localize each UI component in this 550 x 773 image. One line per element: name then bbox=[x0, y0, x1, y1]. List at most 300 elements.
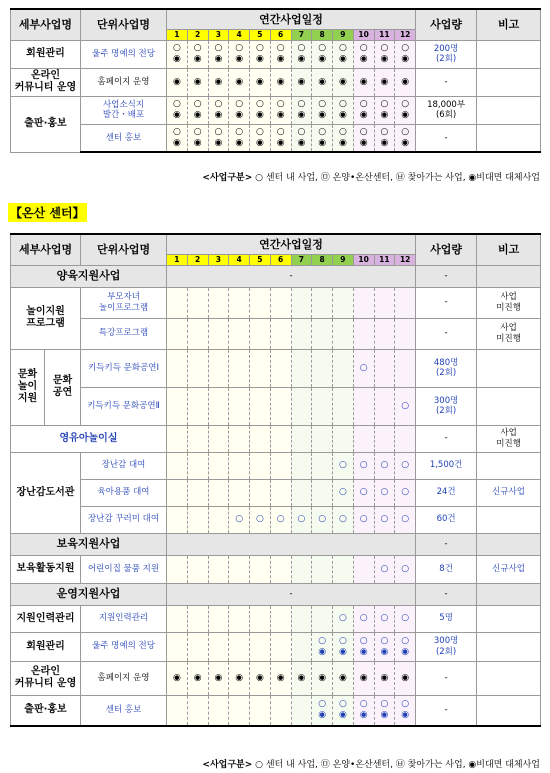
circle-mark: ○ bbox=[318, 126, 327, 137]
circle-mark: ○ bbox=[193, 126, 202, 137]
dual-mark: ◉ bbox=[255, 54, 264, 64]
group-cell: 양육지원사업 bbox=[11, 265, 167, 287]
month-cell bbox=[312, 68, 333, 96]
month-cell bbox=[187, 349, 208, 387]
month-cell bbox=[250, 479, 271, 506]
unit-cell: 장난감 꾸러미 대여 bbox=[81, 506, 167, 533]
month-cell bbox=[270, 695, 291, 726]
month-cell bbox=[374, 605, 395, 632]
circle-mark: ○ bbox=[297, 43, 306, 53]
month-cell bbox=[208, 40, 229, 68]
dual-mark: ◉ bbox=[380, 672, 389, 683]
circle-mark: ○ bbox=[338, 460, 347, 470]
circle-mark: ○ bbox=[401, 460, 410, 470]
month-cell bbox=[353, 479, 374, 506]
circle-mark: ○ bbox=[380, 99, 389, 109]
month-cell bbox=[167, 661, 188, 695]
dual-mark: ◉ bbox=[359, 137, 368, 148]
table-row bbox=[11, 479, 541, 506]
note-cell bbox=[477, 265, 541, 287]
dual-mark: ◉ bbox=[235, 137, 244, 148]
dual-mark: ◉ bbox=[401, 137, 410, 148]
dual-mark: ◉ bbox=[214, 54, 223, 64]
month-cell bbox=[374, 96, 395, 124]
month-cell bbox=[395, 287, 416, 318]
month-cell bbox=[312, 124, 333, 152]
month-cell bbox=[374, 387, 395, 425]
month-cell bbox=[270, 425, 291, 452]
header-unit: 단위사업명 bbox=[81, 9, 167, 40]
month-cell bbox=[208, 287, 229, 318]
unit-cell: 울주 명예의 전당 bbox=[81, 40, 167, 68]
dual-mark: ◉ bbox=[318, 710, 327, 721]
month-header: 9 bbox=[333, 29, 354, 40]
month-cell bbox=[312, 96, 333, 124]
circle-mark: ○ bbox=[401, 699, 410, 710]
table-row bbox=[11, 661, 541, 695]
month-cell bbox=[374, 318, 395, 349]
month-cell bbox=[270, 555, 291, 583]
month-cell bbox=[270, 605, 291, 632]
dual-mark: ◉ bbox=[297, 54, 306, 64]
month-cell bbox=[208, 124, 229, 152]
circle-mark: ○ bbox=[276, 514, 285, 524]
dual-mark: ◉ bbox=[338, 710, 347, 721]
month-cell bbox=[312, 605, 333, 632]
dual-mark: ◉ bbox=[338, 76, 347, 87]
circle-mark: ○ bbox=[193, 43, 202, 53]
month-cell bbox=[250, 124, 271, 152]
table-row bbox=[11, 124, 541, 152]
dual-mark: ◉ bbox=[318, 54, 327, 64]
month-cell bbox=[250, 695, 271, 726]
dual-mark: ◉ bbox=[276, 76, 285, 87]
amount-cell: - bbox=[416, 583, 477, 605]
month-cell bbox=[374, 452, 395, 479]
dual-mark: ◉ bbox=[318, 646, 327, 657]
category-cell: 온라인 커뮤니티 운영 bbox=[11, 661, 81, 695]
month-cell bbox=[353, 40, 374, 68]
circle-mark: ○ bbox=[318, 99, 327, 109]
circle-mark: ○ bbox=[380, 460, 389, 470]
month-cell bbox=[229, 479, 250, 506]
month-cell bbox=[353, 387, 374, 425]
dual-mark: ◉ bbox=[380, 76, 389, 87]
month-cell bbox=[270, 40, 291, 68]
month-cell bbox=[187, 40, 208, 68]
header-note: 비고 bbox=[477, 9, 541, 40]
month-cell bbox=[333, 555, 354, 583]
legend-label: <사업구분> bbox=[202, 173, 253, 183]
month-cell bbox=[208, 425, 229, 452]
dual-mark: ◉ bbox=[214, 137, 223, 148]
circle-mark: ○ bbox=[359, 487, 368, 497]
circle-mark: ○ bbox=[255, 43, 264, 53]
dual-mark: ◉ bbox=[297, 672, 306, 683]
month-cell bbox=[333, 68, 354, 96]
note-cell bbox=[477, 583, 541, 605]
month-cell bbox=[270, 96, 291, 124]
month-cell bbox=[312, 695, 333, 726]
amount-cell: 200명 (2회) bbox=[416, 40, 477, 68]
circle-mark: ○ bbox=[338, 43, 347, 53]
month-cell bbox=[291, 40, 312, 68]
unit-cell: 센터 홍보 bbox=[81, 695, 167, 726]
dual-mark: ◉ bbox=[359, 110, 368, 120]
circle-mark: ○ bbox=[380, 563, 389, 574]
dual-mark: ◉ bbox=[401, 710, 410, 721]
month-cell bbox=[333, 605, 354, 632]
amount-cell: 5명 bbox=[416, 605, 477, 632]
circle-mark: ○ bbox=[338, 635, 347, 646]
amount-cell: - bbox=[416, 68, 477, 96]
category-cell: 회원관리 bbox=[11, 632, 81, 661]
dual-mark: ◉ bbox=[338, 54, 347, 64]
month-cell bbox=[291, 479, 312, 506]
month-cell bbox=[250, 40, 271, 68]
month-cell bbox=[208, 349, 229, 387]
group-cell: 운영지원사업 bbox=[11, 583, 167, 605]
amount-cell: - bbox=[416, 124, 477, 152]
unit-cell: 센터 홍보 bbox=[81, 124, 167, 152]
dual-mark: ◉ bbox=[380, 110, 389, 120]
dual-mark: ◉ bbox=[359, 54, 368, 64]
month-cell bbox=[167, 124, 188, 152]
circle-mark: ○ bbox=[318, 635, 327, 646]
month-cell bbox=[229, 287, 250, 318]
month-cell bbox=[208, 632, 229, 661]
dual-mark: ◉ bbox=[193, 137, 202, 148]
circle-mark: ○ bbox=[297, 514, 306, 524]
month-cell bbox=[187, 695, 208, 726]
month-header: 10 bbox=[353, 254, 374, 265]
month-cell bbox=[270, 318, 291, 349]
month-header: 10 bbox=[353, 29, 374, 40]
schedule-table-1 bbox=[10, 8, 541, 153]
amount-cell: - bbox=[416, 661, 477, 695]
unit-cell: 키득키득 문화공연Ⅰ bbox=[81, 349, 167, 387]
dual-mark: ◉ bbox=[338, 137, 347, 148]
amount-cell: - bbox=[416, 265, 477, 287]
month-cell bbox=[270, 452, 291, 479]
month-cell bbox=[333, 96, 354, 124]
month-cell bbox=[312, 40, 333, 68]
month-cell bbox=[312, 452, 333, 479]
dual-mark: ◉ bbox=[276, 672, 285, 683]
unit-cell: 특강프로그램 bbox=[81, 318, 167, 349]
circle-mark: ○ bbox=[380, 487, 389, 497]
month-cell bbox=[208, 661, 229, 695]
month-cell bbox=[167, 318, 188, 349]
dual-mark: ◉ bbox=[359, 710, 368, 721]
month-cell bbox=[291, 661, 312, 695]
month-cell bbox=[187, 661, 208, 695]
month-cell bbox=[250, 661, 271, 695]
month-cell bbox=[353, 124, 374, 152]
circle-mark: ○ bbox=[401, 613, 410, 623]
month-cell bbox=[208, 387, 229, 425]
amount-cell: 60건 bbox=[416, 506, 477, 533]
unit-cell: 지원인력관리 bbox=[81, 605, 167, 632]
month-cell bbox=[353, 555, 374, 583]
month-cell bbox=[291, 287, 312, 318]
month-header: 7 bbox=[291, 254, 312, 265]
month-header: 2 bbox=[187, 254, 208, 265]
month-cell bbox=[229, 555, 250, 583]
dual-mark: ◉ bbox=[214, 76, 223, 87]
month-cell bbox=[333, 452, 354, 479]
dual-mark: ◉ bbox=[276, 137, 285, 148]
month-cell bbox=[187, 605, 208, 632]
month-cell bbox=[250, 68, 271, 96]
month-cell bbox=[229, 68, 250, 96]
month-header: 3 bbox=[208, 29, 229, 40]
group-cell: 보육지원사업 bbox=[11, 533, 167, 555]
circle-mark: ○ bbox=[338, 613, 347, 623]
dual-mark: ◉ bbox=[193, 54, 202, 64]
month-cell bbox=[333, 349, 354, 387]
month-cell bbox=[374, 68, 395, 96]
month-cell bbox=[312, 318, 333, 349]
circle-mark: ○ bbox=[255, 514, 264, 524]
month-cell bbox=[167, 555, 188, 583]
month-cell bbox=[270, 349, 291, 387]
dual-mark: ◉ bbox=[255, 137, 264, 148]
month-cell bbox=[250, 452, 271, 479]
month-cell bbox=[167, 605, 188, 632]
category-cell: 회원관리 bbox=[11, 40, 81, 68]
month-cell bbox=[208, 318, 229, 349]
category-cell: 보육활동지원 bbox=[11, 555, 81, 583]
month-header: 3 bbox=[208, 254, 229, 265]
note-cell bbox=[477, 40, 541, 68]
month-cell bbox=[333, 40, 354, 68]
circle-mark: ○ bbox=[359, 362, 368, 373]
circle-mark: ○ bbox=[172, 99, 181, 109]
month-cell bbox=[333, 124, 354, 152]
note-cell bbox=[477, 533, 541, 555]
category-cell: 온라인 커뮤니티 운영 bbox=[11, 68, 81, 96]
circle-mark: ○ bbox=[318, 514, 327, 524]
month-cell bbox=[167, 68, 188, 96]
circle-mark: ○ bbox=[380, 43, 389, 53]
header-schedule: 연간사업일정 bbox=[167, 9, 416, 29]
circle-mark: ○ bbox=[255, 126, 264, 137]
month-cell bbox=[395, 40, 416, 68]
month-cell bbox=[312, 387, 333, 425]
month-cell bbox=[208, 695, 229, 726]
circle-mark: ○ bbox=[338, 126, 347, 137]
month-cell bbox=[229, 661, 250, 695]
dual-mark: ◉ bbox=[380, 54, 389, 64]
circle-mark: ○ bbox=[401, 563, 410, 574]
dual-mark: ◉ bbox=[297, 76, 306, 87]
circle-mark: ○ bbox=[318, 43, 327, 53]
month-cell bbox=[333, 506, 354, 533]
unit-cell: 장난감 대여 bbox=[81, 452, 167, 479]
table-row bbox=[11, 287, 541, 318]
circle-mark: ○ bbox=[318, 699, 327, 710]
month-cell bbox=[353, 96, 374, 124]
month-cell bbox=[374, 349, 395, 387]
month-cell bbox=[208, 96, 229, 124]
month-cell bbox=[270, 387, 291, 425]
unit-cell: 사업소식지 발간・배포 bbox=[81, 96, 167, 124]
month-cell bbox=[395, 452, 416, 479]
group-mid-cell: - bbox=[167, 265, 416, 287]
month-header: 6 bbox=[270, 29, 291, 40]
month-header: 11 bbox=[374, 29, 395, 40]
month-cell bbox=[291, 605, 312, 632]
month-cell bbox=[395, 555, 416, 583]
month-cell bbox=[229, 632, 250, 661]
table-row bbox=[11, 583, 541, 605]
month-header: 12 bbox=[395, 29, 416, 40]
note-cell: 신규사업 bbox=[477, 555, 541, 583]
note-cell bbox=[477, 506, 541, 533]
month-cell bbox=[395, 506, 416, 533]
month-cell bbox=[270, 68, 291, 96]
subcategory-cell: 문화 공연 bbox=[45, 349, 81, 425]
month-cell bbox=[167, 632, 188, 661]
circle-mark: ○ bbox=[359, 613, 368, 623]
amount-cell: 300명 (2회) bbox=[416, 632, 477, 661]
month-cell bbox=[208, 68, 229, 96]
month-cell bbox=[374, 479, 395, 506]
circle-mark: ○ bbox=[214, 126, 223, 137]
category-cell: 영유아놀이실 bbox=[11, 425, 167, 452]
month-cell bbox=[353, 425, 374, 452]
month-header: 1 bbox=[167, 29, 188, 40]
month-cell bbox=[374, 555, 395, 583]
dual-mark: ◉ bbox=[172, 672, 181, 683]
header-category: 세부사업명 bbox=[11, 9, 81, 40]
month-header: 12 bbox=[395, 254, 416, 265]
circle-mark: ○ bbox=[401, 514, 410, 524]
legend bbox=[202, 757, 540, 770]
table-row bbox=[11, 695, 541, 726]
circle-mark: ○ bbox=[359, 99, 368, 109]
month-cell bbox=[353, 349, 374, 387]
month-cell bbox=[187, 632, 208, 661]
month-cell bbox=[167, 425, 188, 452]
dual-mark: ◉ bbox=[193, 76, 202, 87]
month-cell bbox=[208, 555, 229, 583]
table-row bbox=[11, 96, 541, 124]
note-cell bbox=[477, 387, 541, 425]
month-cell bbox=[250, 632, 271, 661]
dual-mark: ◉ bbox=[380, 646, 389, 657]
month-cell bbox=[353, 605, 374, 632]
header-unit: 단위사업명 bbox=[81, 234, 167, 265]
circle-mark: ○ bbox=[401, 126, 410, 137]
month-cell bbox=[250, 605, 271, 632]
month-cell bbox=[229, 452, 250, 479]
dual-mark: ◉ bbox=[380, 137, 389, 148]
dual-mark: ◉ bbox=[214, 110, 223, 120]
month-header: 1 bbox=[167, 254, 188, 265]
month-cell bbox=[374, 124, 395, 152]
month-cell bbox=[167, 287, 188, 318]
dual-mark: ◉ bbox=[338, 646, 347, 657]
month-cell bbox=[312, 661, 333, 695]
month-cell bbox=[250, 96, 271, 124]
dual-mark: ◉ bbox=[359, 646, 368, 657]
month-header: 9 bbox=[333, 254, 354, 265]
month-cell bbox=[333, 661, 354, 695]
month-cell bbox=[229, 349, 250, 387]
note-cell bbox=[477, 96, 541, 124]
month-cell bbox=[250, 287, 271, 318]
month-cell bbox=[374, 425, 395, 452]
circle-mark: ○ bbox=[338, 699, 347, 710]
month-cell bbox=[250, 387, 271, 425]
note-cell: 신규사업 bbox=[477, 479, 541, 506]
month-cell bbox=[250, 318, 271, 349]
header-amount: 사업량 bbox=[416, 9, 477, 40]
circle-mark: ○ bbox=[359, 699, 368, 710]
month-cell bbox=[250, 425, 271, 452]
month-cell bbox=[187, 318, 208, 349]
month-header: 8 bbox=[312, 29, 333, 40]
month-cell bbox=[333, 287, 354, 318]
dual-mark: ◉ bbox=[380, 710, 389, 721]
month-cell bbox=[270, 661, 291, 695]
dual-mark: ◉ bbox=[235, 54, 244, 64]
dual-mark: ◉ bbox=[297, 137, 306, 148]
month-cell bbox=[250, 555, 271, 583]
month-cell bbox=[291, 506, 312, 533]
header-amount: 사업량 bbox=[416, 234, 477, 265]
month-cell bbox=[187, 96, 208, 124]
month-cell bbox=[291, 124, 312, 152]
month-cell bbox=[167, 479, 188, 506]
month-cell bbox=[291, 318, 312, 349]
circle-mark: ○ bbox=[172, 43, 181, 53]
month-cell bbox=[333, 318, 354, 349]
month-cell bbox=[208, 506, 229, 533]
table-row bbox=[11, 265, 541, 287]
amount-cell: 480명 (2회) bbox=[416, 349, 477, 387]
month-cell bbox=[395, 605, 416, 632]
month-cell bbox=[353, 695, 374, 726]
month-cell bbox=[187, 452, 208, 479]
month-cell bbox=[187, 506, 208, 533]
circle-mark: ○ bbox=[401, 635, 410, 646]
month-cell bbox=[291, 695, 312, 726]
dual-mark: ◉ bbox=[172, 54, 181, 64]
dual-mark: ◉ bbox=[235, 76, 244, 87]
circle-mark: ○ bbox=[255, 99, 264, 109]
month-cell bbox=[187, 124, 208, 152]
month-cell bbox=[291, 632, 312, 661]
note-cell: 사업 미진행 bbox=[477, 287, 541, 318]
month-cell bbox=[229, 96, 250, 124]
month-cell bbox=[229, 124, 250, 152]
circle-mark: ○ bbox=[359, 514, 368, 524]
month-cell bbox=[291, 555, 312, 583]
month-cell bbox=[395, 632, 416, 661]
month-cell bbox=[353, 318, 374, 349]
month-cell bbox=[167, 695, 188, 726]
table-row bbox=[11, 452, 541, 479]
circle-mark: ○ bbox=[380, 613, 389, 623]
month-cell bbox=[291, 387, 312, 425]
circle-mark: ○ bbox=[276, 43, 285, 53]
header-note: 비고 bbox=[477, 234, 541, 265]
month-cell bbox=[353, 287, 374, 318]
month-cell bbox=[167, 452, 188, 479]
